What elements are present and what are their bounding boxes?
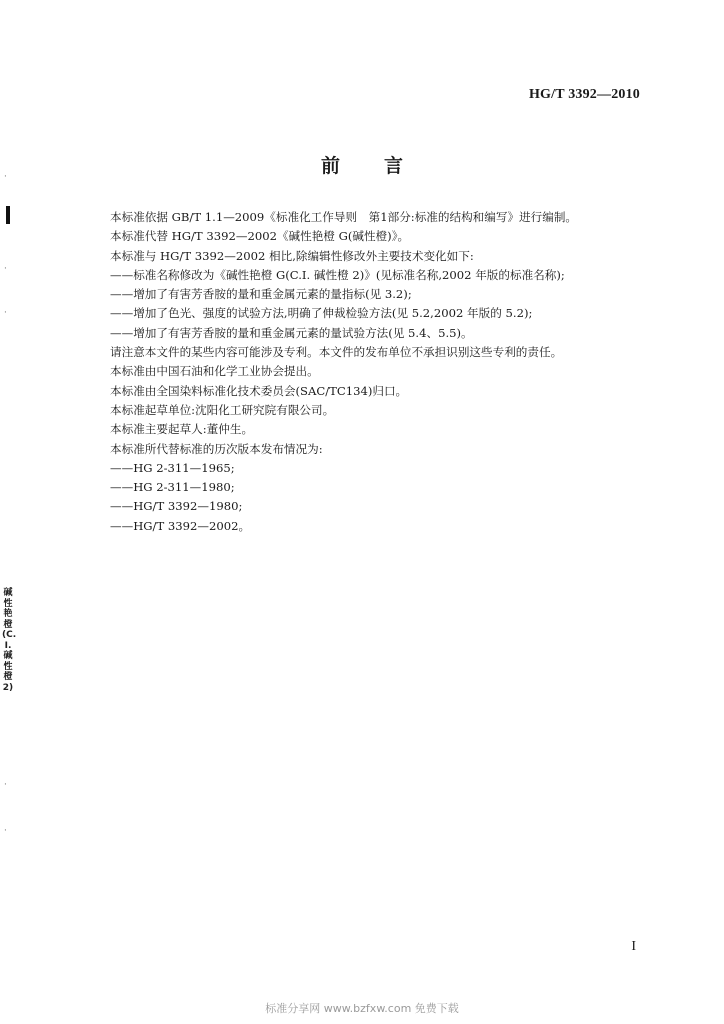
body-line: 本标准由中国石油和化学工业协会提出。 bbox=[110, 364, 319, 379]
body-line: ——HG/T 3392—2002。 bbox=[110, 518, 251, 533]
body-line: 本标准代替 HG/T 3392—2002《碱性艳橙 G(碱性橙)》。 bbox=[110, 229, 410, 244]
left-binding-mark bbox=[6, 206, 10, 224]
body-line: ——增加了色光、强度的试验方法,明确了伸裁检验方法(见 5.2,2002 年版的 5.2); bbox=[110, 306, 533, 321]
footer-watermark: 标准分享网 www.bzfxw.com 免费下载 bbox=[265, 1002, 459, 1015]
body-line: 本标准与 HG/T 3392—2002 相比,除编辑性修改外主要技术变化如下: bbox=[110, 248, 474, 263]
body-line: ——增加了有害芳香胺的量和重金属元素的量指标(见 3.2); bbox=[110, 287, 412, 302]
body-line: ——标准名称修改为《碱性艳橙 G(C.I. 碱性橙 2)》(见标准名称,2002 年版的标准名称); bbox=[110, 267, 565, 282]
page-title bbox=[0, 151, 724, 178]
title-char-2: 言 bbox=[384, 155, 404, 177]
body-line: ——HG 2-311—1965; bbox=[110, 460, 235, 475]
body-line: 本标准由全国染料标准化技术委员会(SAC/TC134)归口。 bbox=[110, 383, 408, 398]
body-line: 请注意本文件的某些内容可能涉及专利。本文件的发布单位不承担识别这些专利的责任。 bbox=[110, 345, 563, 360]
foreword-body bbox=[110, 208, 650, 536]
body-line: ——HG/T 3392—1980; bbox=[110, 499, 243, 514]
document-code: HG/T 3392—2010 bbox=[528, 87, 640, 102]
body-line: 本标准所代替标准的历次版本发布情况为: bbox=[110, 441, 323, 456]
left-scan-speck: · bbox=[4, 826, 7, 836]
left-scan-speck: · bbox=[4, 264, 7, 274]
body-line: 本标准依据 GB/T 1.1—2009《标准化工作导则 第1部分:标准的结构和编写》进行编制。 bbox=[110, 210, 578, 224]
body-line: 本标准起草单位:沈阳化工研究院有限公司。 bbox=[110, 402, 335, 417]
left-scan-speck: · bbox=[4, 172, 7, 182]
body-line: ——增加了有害芳香胺的量和重金属元素的量试验方法(见 5.4、5.5)。 bbox=[110, 325, 473, 340]
left-scan-speck: · bbox=[4, 308, 7, 318]
title-char-1: 前 bbox=[320, 155, 340, 177]
body-line: ——HG 2-311—1980; bbox=[110, 480, 235, 495]
vertical-side-text: 碱性艳橙(C.I.碱性橙2) bbox=[2, 588, 17, 693]
body-line: 本标准主要起草人:董仲生。 bbox=[110, 422, 254, 437]
page-number: I bbox=[631, 939, 636, 954]
left-scan-speck: · bbox=[4, 780, 7, 790]
